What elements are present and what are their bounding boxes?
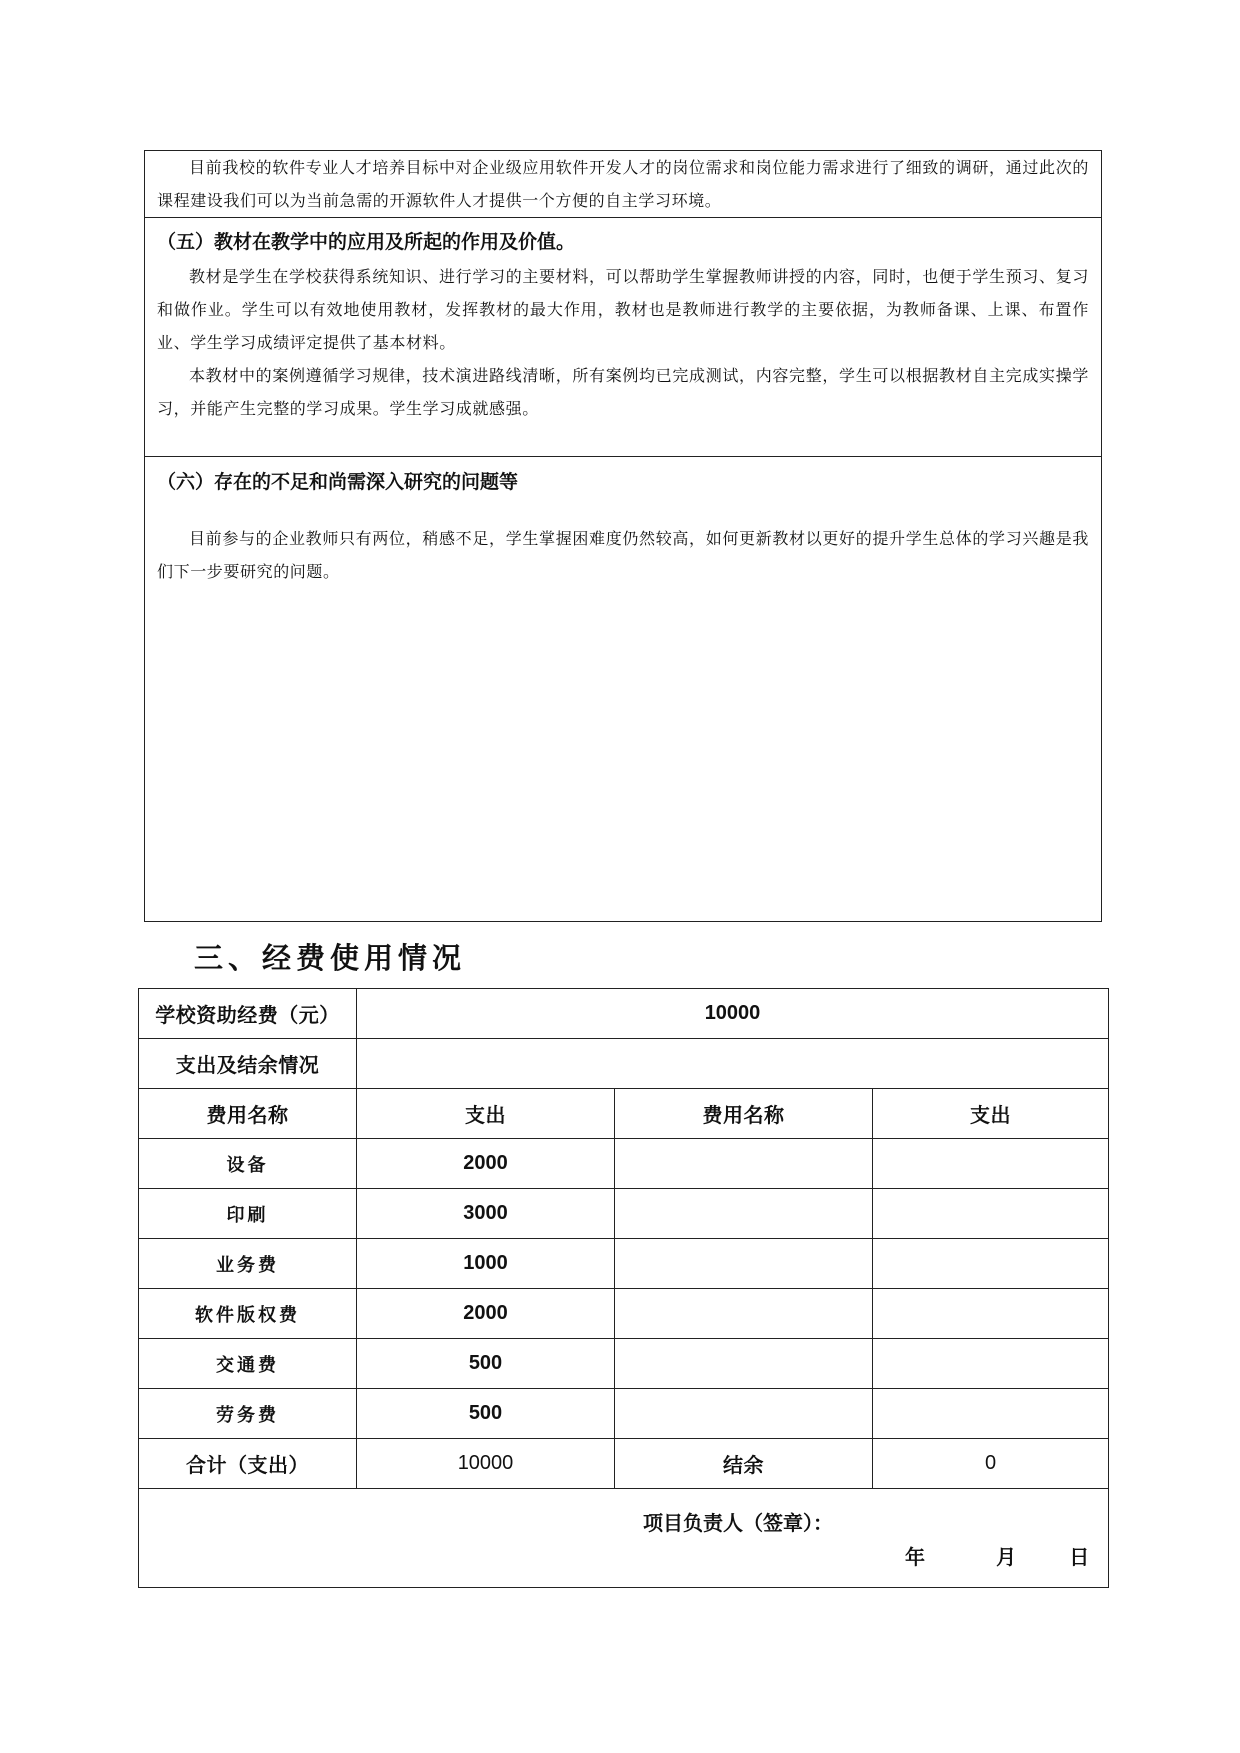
header-name-1: 费用名称 bbox=[139, 1089, 357, 1139]
empty-cell bbox=[873, 1239, 1109, 1289]
empty-cell bbox=[615, 1239, 873, 1289]
expense-label: 支出及结余情况 bbox=[139, 1039, 357, 1089]
date-line bbox=[905, 1541, 1089, 1570]
header-amount-1: 支出 bbox=[357, 1089, 615, 1139]
total-row bbox=[139, 1439, 1109, 1489]
table-row bbox=[139, 1189, 1109, 1239]
table-row bbox=[139, 1389, 1109, 1439]
expense-name: 交通费 bbox=[139, 1339, 357, 1389]
date-month: 月 bbox=[996, 1547, 1017, 1569]
signature-label: 项目负责人（签章）： bbox=[643, 1513, 833, 1535]
budget-section-title: 三、经费使用情况 bbox=[194, 941, 467, 975]
funding-label: 学校资助经费（元） bbox=[139, 989, 357, 1039]
expense-amount: 2000 bbox=[357, 1289, 615, 1339]
part5-paragraph-1: 教材是学生在学校获得系统知识、进行学习的主要材料，可以帮助学生掌握教师讲授的内容，同时，也便于学生预习、复习和做作业。学生可以有效地使用教材，发挥教材的最大作用，教材也是教师进行教学的主要依据，为教师备课、上课、布置作业、学生学习成绩评定提供了基本材料。 bbox=[157, 267, 1089, 352]
signature-row bbox=[139, 1489, 1109, 1588]
balance-label: 结余 bbox=[615, 1439, 873, 1489]
expense-row bbox=[139, 1039, 1109, 1089]
table-row bbox=[139, 1339, 1109, 1389]
header-amount-2: 支出 bbox=[873, 1089, 1109, 1139]
date-day: 日 bbox=[1069, 1547, 1090, 1569]
table-row bbox=[139, 1289, 1109, 1339]
expense-name: 业务费 bbox=[139, 1239, 357, 1289]
expense-name: 印刷 bbox=[139, 1189, 357, 1239]
expense-value bbox=[357, 1039, 1109, 1089]
empty-cell bbox=[873, 1389, 1109, 1439]
empty-cell bbox=[873, 1289, 1109, 1339]
empty-cell bbox=[615, 1139, 873, 1189]
total-label: 合计（支出） bbox=[139, 1439, 357, 1489]
intro-section bbox=[145, 151, 1101, 218]
intro-paragraph: 目前我校的软件专业人才培养目标中对企业级应用软件开发人才的岗位需求和岗位能力需求进行了细致的调研，通过此次的课程建设我们可以为当前急需的开源软件人才提供一个方便的自主学习环境。 bbox=[157, 158, 1089, 210]
empty-cell bbox=[615, 1339, 873, 1389]
table-row bbox=[139, 1239, 1109, 1289]
empty-cell bbox=[615, 1289, 873, 1339]
total-value: 10000 bbox=[357, 1439, 615, 1489]
expense-amount: 1000 bbox=[357, 1239, 615, 1289]
header-row bbox=[139, 1089, 1109, 1139]
expense-amount: 2000 bbox=[357, 1139, 615, 1189]
budget-table bbox=[138, 988, 1109, 1588]
expense-amount: 500 bbox=[357, 1389, 615, 1439]
balance-value: 0 bbox=[873, 1439, 1109, 1489]
expense-amount: 3000 bbox=[357, 1189, 615, 1239]
funding-row bbox=[139, 989, 1109, 1039]
funding-value: 10000 bbox=[357, 989, 1109, 1039]
empty-cell bbox=[873, 1139, 1109, 1189]
expense-name: 劳务费 bbox=[139, 1389, 357, 1439]
expense-name: 设备 bbox=[139, 1139, 357, 1189]
expense-name: 软件版权费 bbox=[139, 1289, 357, 1339]
date-year: 年 bbox=[905, 1547, 925, 1569]
description-box bbox=[144, 150, 1102, 922]
empty-cell bbox=[615, 1389, 873, 1439]
part6-heading: （六）存在的不足和尚需深入研究的问题等 bbox=[157, 471, 519, 493]
part5-section bbox=[145, 218, 1101, 457]
part6-section bbox=[145, 457, 1101, 921]
part5-paragraph-2: 本教材中的案例遵循学习规律，技术演进路线清晰，所有案例均已完成测试，内容完整，学生可以根据教材自主完成实操学习，并能产生完整的学习成果。学生学习成就感强。 bbox=[157, 366, 1089, 418]
table-row bbox=[139, 1139, 1109, 1189]
expense-amount: 500 bbox=[357, 1339, 615, 1389]
part5-heading: （五）教材在教学中的应用及所起的作用及价值。 bbox=[157, 231, 576, 253]
header-name-2: 费用名称 bbox=[615, 1089, 873, 1139]
part6-paragraph: 目前参与的企业教师只有两位，稍感不足，学生掌握困难度仍然较高，如何更新教材以更好的提升学生总体的学习兴趣是我们下一步要研究的问题。 bbox=[157, 529, 1089, 581]
empty-cell bbox=[873, 1189, 1109, 1239]
signature-cell bbox=[139, 1489, 1109, 1588]
empty-cell bbox=[873, 1339, 1109, 1389]
empty-cell bbox=[615, 1189, 873, 1239]
